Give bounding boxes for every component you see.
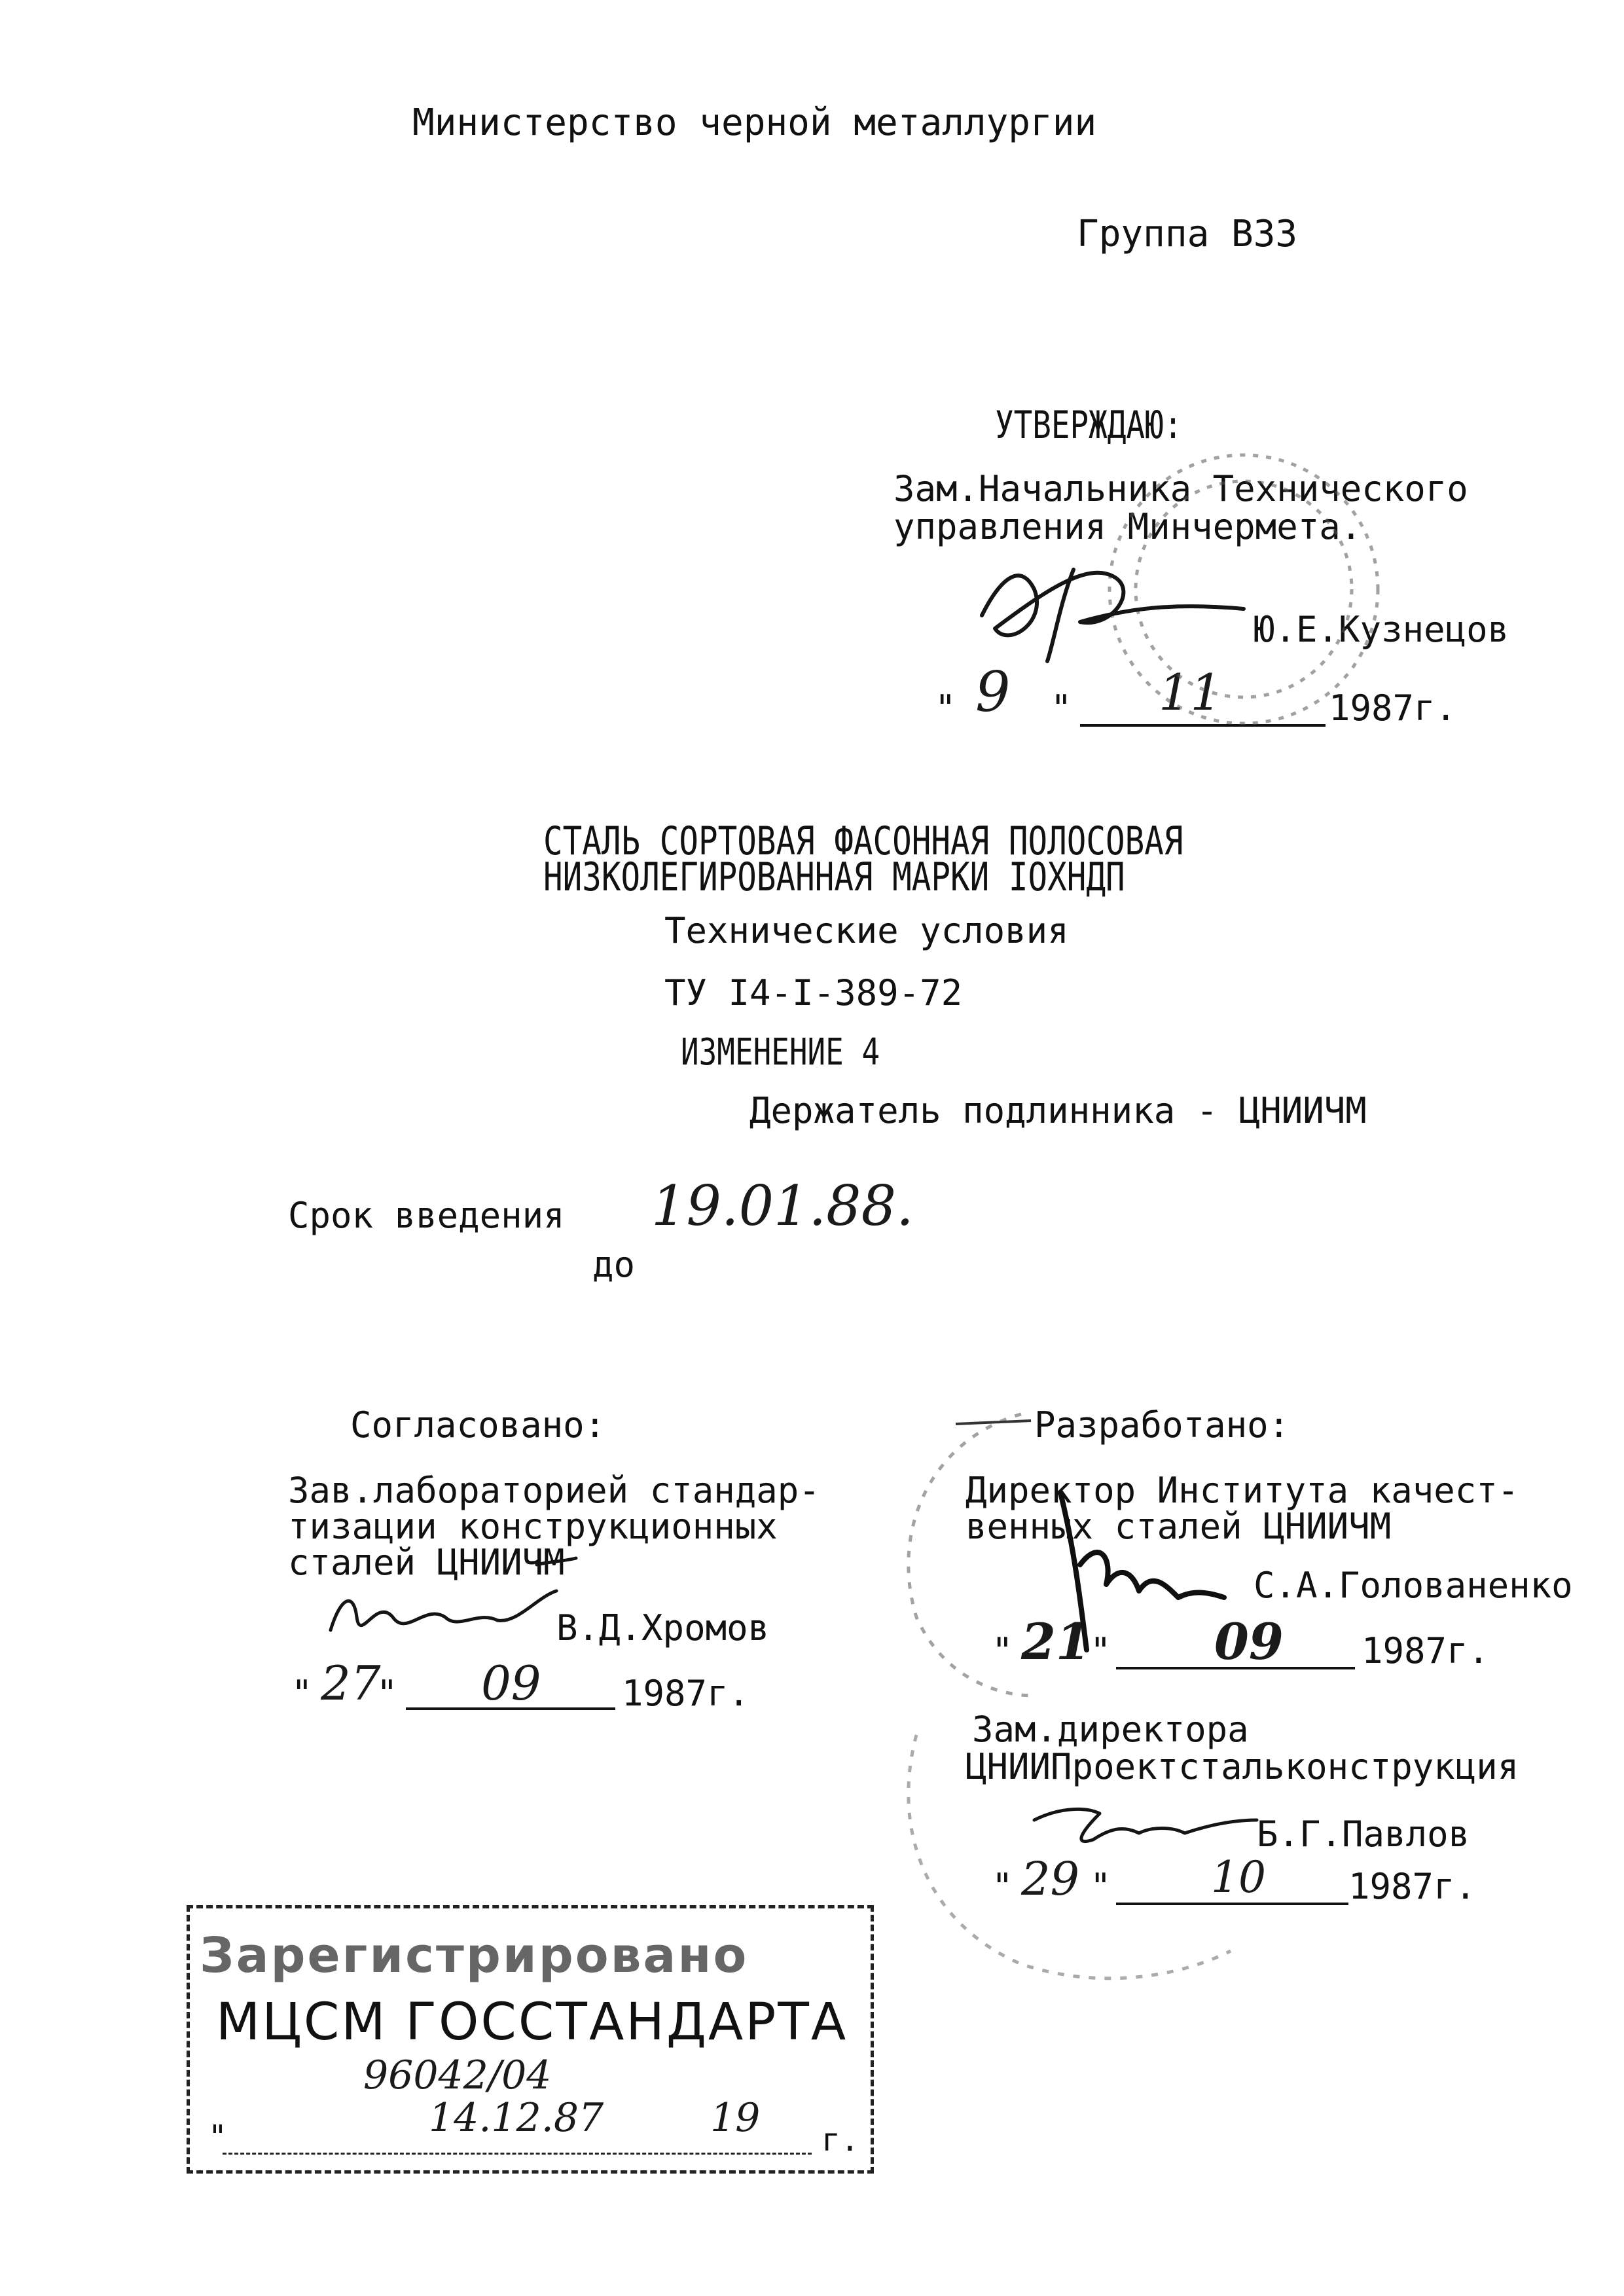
intro-until: до — [592, 1244, 636, 1285]
stamp-year-suffix: 19 — [710, 2095, 761, 2141]
developed-quote-close: " — [1090, 1630, 1111, 1671]
group-label: Группа В33 — [1077, 213, 1298, 255]
approval-day: 9 — [975, 660, 1011, 724]
agreed-year: 1987г. — [622, 1673, 750, 1714]
document-title-line1: СТАЛЬ СОРТОВАЯ ФАСОННАЯ ПОЛОСОВАЯ — [543, 818, 1183, 864]
document-holder: Держатель подлинника - ЦНИИЧМ — [749, 1090, 1367, 1131]
document-subtitle: Технические условия — [664, 910, 1069, 951]
stamp-organization: МЦСМ ГОССТАНДАРТА — [216, 1993, 848, 2052]
agreed-quote-open: " — [291, 1673, 313, 1714]
ministry-header: Министерство черной металлургии — [412, 101, 1097, 144]
stamp-date: 14.12.87 — [429, 2095, 604, 2141]
deputy-seal — [909, 1735, 1231, 1978]
stamp-g: г. — [821, 2122, 859, 2159]
stamp-quote-open: " — [208, 2119, 227, 2155]
deputy-quote-close: " — [1090, 1866, 1111, 1907]
deputy-day: 29 — [1021, 1852, 1080, 1906]
document-title-line2: НИЗКОЛЕГИРОВАННАЯ МАРКИ IOXНДП — [543, 854, 1125, 900]
agreed-signature — [331, 1558, 576, 1630]
approval-quote-close: " — [1051, 687, 1072, 729]
approval-month: 11 — [1159, 663, 1222, 721]
deputy-signature — [1034, 1809, 1257, 1841]
deputy-line2: ЦНИИПроектстальконструкция — [965, 1746, 1519, 1787]
agreed-line3: сталей ЦНИИЧМ — [288, 1542, 565, 1583]
agreed-label: Согласовано: — [350, 1404, 606, 1446]
deputy-line1: Зам.директора — [972, 1709, 1249, 1750]
developed-name: С.А.Голованенко — [1254, 1565, 1573, 1606]
approval-name: Ю.Е.Кузнецов — [1254, 609, 1509, 650]
deputy-quote-open: " — [992, 1866, 1013, 1907]
approval-quote-open: " — [935, 687, 956, 729]
developed-line2: венных сталей ЦНИИЧМ — [965, 1506, 1392, 1547]
developed-label: Разработано: — [1034, 1404, 1290, 1446]
developed-year: 1987г. — [1362, 1630, 1490, 1671]
approval-position-line2: управления Минчермета. — [893, 506, 1362, 547]
intro-date: 19.01.88. — [651, 1174, 914, 1238]
developed-quote-open: " — [992, 1630, 1013, 1671]
developed-signature — [1060, 1493, 1224, 1650]
deputy-year: 1987г. — [1348, 1866, 1477, 1907]
developed-seal — [909, 1414, 1034, 1696]
agreed-quote-close: " — [376, 1673, 398, 1714]
approval-label: УТВЕРЖДАЮ: — [995, 403, 1183, 447]
developed-month: 09 — [1214, 1613, 1284, 1671]
document-change: ИЗМЕНЕНИЕ 4 — [681, 1031, 880, 1074]
approval-signature — [982, 570, 1244, 661]
developed-day: 21 — [1021, 1613, 1091, 1671]
approval-year: 1987г. — [1329, 687, 1457, 729]
agreed-name: В.Д.Хромов — [556, 1607, 770, 1649]
intro-label: Срок введения — [288, 1195, 565, 1236]
agreed-month: 09 — [481, 1656, 541, 1711]
deputy-month: 10 — [1211, 1852, 1266, 1903]
deputy-name: Б.Г.Павлов — [1257, 1813, 1470, 1855]
document-code: ТУ I4-I-389-72 — [664, 972, 963, 1013]
agreed-day: 27 — [321, 1656, 381, 1711]
developed-label-dash — [956, 1421, 1031, 1424]
agreed-line1: Зав.лабораторией стандар- — [288, 1470, 820, 1511]
agreed-line2: тизации конструкционных — [288, 1506, 778, 1547]
stamp-number: 96042/04 — [363, 2052, 552, 2098]
developed-line1: Директор Института качест- — [965, 1470, 1519, 1511]
approval-seal — [1110, 455, 1378, 723]
approval-position-line1: Зам.Начальника Технического — [893, 468, 1468, 509]
stamp-registered-text: Зарегистрировано — [200, 1927, 749, 1984]
